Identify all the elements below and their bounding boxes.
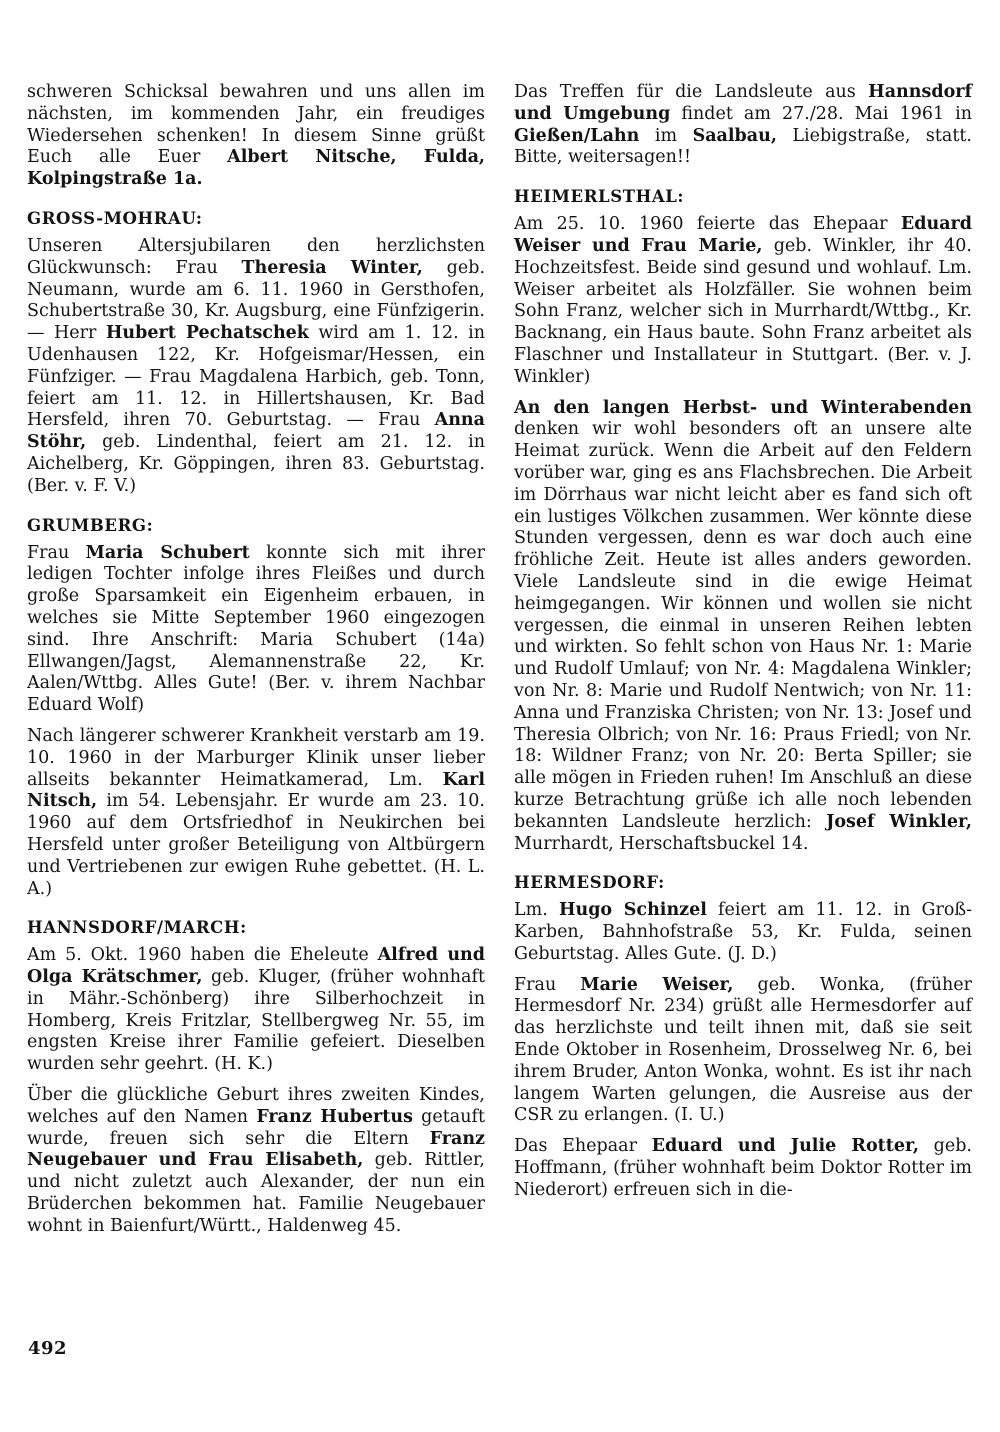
paragraph [27,945,485,1076]
bold-name: Josef Winkler, [826,811,972,832]
text-run: findet am 27./28. Mai 1961 in [670,103,973,124]
section-heading: GROSS-MOHRAU: [27,208,203,228]
bold-name: Franz Hubertus [256,1106,413,1127]
text-run: geb. Lindenthal, feiert am 21. 12. in Aichelberg, Kr. Göppingen, ihren 83. Geburtstag. (Ber. v. F. V.) [27,432,485,496]
paragraph [27,726,485,900]
left-column [27,82,485,1247]
bold-name: An den langen Herbst- und Winterabenden [514,397,972,418]
section-heading: HEIMERLSTHAL: [514,187,685,207]
bold-name: Marie Weiser, [580,974,734,995]
bold-name: Eduard Weiser und Frau Marie, [514,214,972,256]
paragraph [514,975,972,1128]
text-run: Das Ehepaar [514,1136,652,1157]
paragraph [514,82,972,169]
bold-name: Gießen/Lahn [514,125,640,146]
text-run: Am 25. 10. 1960 feierte das Ehepaar [514,214,901,235]
text-run: geb. Neumann, wurde am 6. 11. 1960 in Gersthofen, Schubertstraße 30, Kr. Augsburg, eine Fünfzigerin. — Herr [27,257,486,344]
text-run: wird am 1. 12. in Udenhausen 122, Kr. Hofgeismar/Hessen, ein Fünfziger. — Frau Magdalena Harbich, geb. Tonn, feiert am 11. 12. in Hillertshausen, Kr. Bad Hersfeld, ihren 70. Geburtstag. — Frau [27,323,485,431]
text-run: geb. Wonka, (früher Hermesdorf Nr. 234) grüßt alle Hermesdorfer auf das herzlichste und teilt ihnen mit, daß sie seit Ende Oktober in Rosenheim, Drosselweg Nr. 6, bei ihrem Bruder, Anton Wonka, wohnt. Es ist ihr nach langem Warten gelungen, die Ausreise aus der CSR zu erlangen. (I. U.) [514,974,972,1126]
right-column [514,82,972,1211]
bold-name: Saalbau, [692,125,777,146]
text-run: Am 5. Okt. 1960 haben die Eheleute [27,945,378,966]
bold-name: Albert Nitsche, Fulda, Kolpingstraße 1a. [27,147,485,190]
paragraph [514,214,972,388]
bold-name: Hugo Schinzel [558,900,707,921]
text-run: im 54. Lebensjahr. Er wurde am 23. 10. 1960 auf dem Ortsfriedhof in Neukirchen bei Hersfeld unter großer Beteiligung von Altbürgern und Vertriebenen zur ewigen Ruhe gebettet. (H. L. A.) [27,791,485,899]
text-run: Über die glückliche Geburt ihres zweiten Kindes, welches auf den Namen [27,1085,485,1127]
paragraph [27,543,485,717]
bold-name: Eduard und Julie Rotter, [651,1136,919,1157]
section-heading: HANNSDORF/MARCH: [27,918,247,938]
paragraph [27,1085,485,1238]
bold-name: Hannsdorf und Umgebung [514,82,972,124]
text-run: denken wir wohl besonders oft an unsere alte Heimat zurück. Wenn die Arbeit auf den Feldern vorüber war, ging es ans Flachsbrechen. Die Arbeit im Dörrhaus war nicht leicht aber es fand sich oft ein lustiges Völkchen zusammen. Wer könnte diese Stunden vergessen, denn es war doch auch eine fröhliche Zeit. Heute ist alles anders geworden. Viele Landsleute sind in die ewige Heimat heimgegangen. Wir können und wollen sie nicht vergessen, die einmal in unseren Reihen lebten und wirkten. So fehlt schon von Haus Nr. 1: Marie und Rudolf Umlauf; von Nr. 4: Magdalena Winkler; von Nr. 8: Marie und Rudolf Nentwich; von Nr. 11: Anna und Franziska Christen; von Nr. 13: Josef und Theresia Olbrich; von Nr. 16: Praus Friedl; von Nr. 18: Wildner Franz; von Nr. 20: Berta Spiller; sie alle mögen in Frieden ruhen! Im Anschluß an diese kurze Betrachtung grüße ich alle noch lebenden bekannten Landsleute herzlich: [514,419,972,832]
paragraph [514,398,972,856]
bold-name: Alfred und Olga Krätschmer, [27,945,486,988]
bold-name: Anna Stöhr, [27,410,485,453]
text-run: Unseren Altersjubilaren den herzlichsten Glückwunsch: Frau [27,235,485,278]
text-run: Nach längerer schwerer Krankheit verstarb am 19. 10. 1960 in der Marburger Klinik unser lieber allseits bekannter Heimatkamerad, Lm. [27,725,485,790]
text-run: Murrhardt, Herschaftsbuckel 14. [514,833,809,854]
text-run: schweren Schicksal bewahren und uns allen im nächsten, im kommenden Jahr, ein freudiges Wiedersehen schenken! In diesem Sinne grüßt Euch alle Euer [27,82,485,168]
paragraph [514,900,972,965]
text-run: Frau [27,542,86,563]
text-run: im [639,125,693,146]
bold-name: Theresia Winter, [241,257,423,278]
section-heading: GRUMBERG: [27,515,154,535]
text-run: Liebigstraße, statt. Bitte, weitersagen!! [514,125,972,168]
text-run: Das Treffen für die Landsleute aus [514,82,869,102]
paragraph [27,82,485,191]
paragraph [27,236,485,498]
bold-name: Franz Neugebauer und Frau Elisabeth, [27,1128,485,1171]
text-run: getauft wurde, freuen sich sehr die Eltern [27,1106,485,1149]
text-run: Lm. [514,900,559,921]
page-number: 492 [28,1338,68,1359]
text-run: konnte sich mit ihrer ledigen Tochter infolge ihres Fleißes und durch große Sparsamkeit ein Eigenheim erbauen, in welches sie Mitte September 1960 eingezogen sind. Ihre Anschrift: Maria Schubert (14a) Ellwangen/Jagst, Alemannenstraße 22, Kr. Aalen/Wttbg. Alles Gute! (Ber. v. ihrem Nachbar Eduard Wolf) [27,542,485,716]
text-run: geb. Kluger, (früher wohnhaft in Mähr.-Schönberg) ihre Silberhochzeit in Homberg, Kreis Fritzlar, Stellbergweg Nr. 55, im engsten Kreise ihrer Familie gefeiert. Dieselben wurden sehr geehrt. (H. K.) [27,967,485,1075]
text-run: Frau [514,974,581,995]
bold-name: Karl Nitsch, [27,769,485,812]
section-heading: HERMESDORF: [514,873,665,893]
text-run: geb. Winkler, ihr 40. Hochzeitsfest. Beide sind gesund und wohlauf. Lm. Weiser arbeitet als Holzfäller. Sie wohnen beim Sohn Franz, welcher sich in Murrhardt/Wttbg., Kr. Backnang, ein Haus baute. Sohn Franz arbeitet als Flaschner und Installateur in Stuttgart. (Ber. v. J. Winkler) [514,235,972,387]
text-run: geb. Hoffmann, (früher wohnhaft beim Doktor Rotter im Niederort) erfreuen sich in die- [514,1136,972,1200]
text-run: feiert am 11. 12. in Groß-Karben, Bahnhofstraße 53, Kr. Fulda, seinen Geburtstag. Alles Gute. (J. D.) [514,900,972,964]
paragraph [514,1136,972,1201]
bold-name: Hubert Pechatschek [105,323,309,344]
bold-name: Maria Schubert [85,542,250,563]
text-run: geb. Rittler, und nicht zuletzt auch Alexander, der nun ein Brüderchen bekommen hat. Familie Neugebauer wohnt in Baienfurt/Württ., Haldenweg 45. [27,1150,485,1236]
